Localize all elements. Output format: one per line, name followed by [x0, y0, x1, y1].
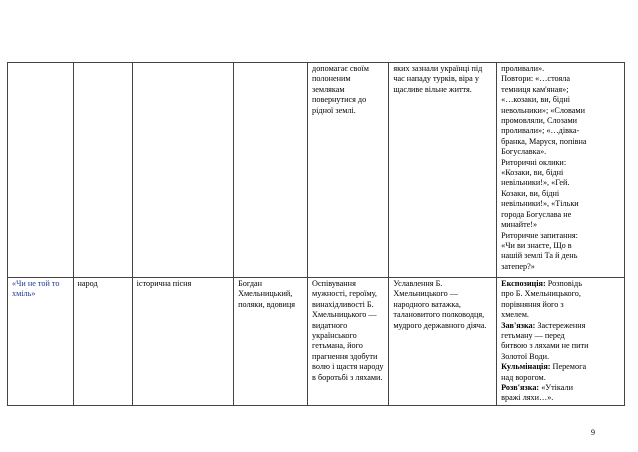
text-line [501, 341, 620, 351]
text-line [501, 321, 620, 331]
text-line [501, 168, 620, 178]
line-text: порівняння його з [501, 299, 564, 309]
text-line [501, 137, 620, 147]
text-line [501, 126, 620, 136]
text-line [501, 199, 620, 209]
text-line [501, 251, 620, 261]
line-text: бранка, Маруся, попівна [501, 136, 587, 146]
text-line: яких зазнали українці під [393, 64, 483, 73]
bold-term: Зав'язка: [501, 320, 536, 330]
cell-idea [308, 278, 389, 406]
text-line [501, 220, 620, 230]
cell-theme [8, 278, 74, 406]
text-line: винахідливості Б. [312, 299, 374, 309]
text-line [501, 289, 620, 299]
text-line: в боротьбі з ляхами. [312, 372, 383, 382]
text-line [501, 116, 620, 126]
text-line [501, 95, 620, 105]
text-line [501, 64, 620, 74]
line-text: битвою з ляхами не пити [501, 341, 589, 351]
text-line [501, 189, 620, 199]
line-text: «…козаки, ви, бідні [501, 95, 570, 105]
text-line: прагнення здобути [312, 351, 378, 361]
text-line: історична пісня [136, 279, 192, 288]
cell-characters [234, 278, 308, 406]
line-text: Риторичні оклики: [501, 157, 567, 167]
cell-hero [73, 278, 132, 406]
cell-genre [132, 278, 233, 406]
text-line [501, 106, 620, 116]
line-text: хмелем. [501, 310, 529, 320]
text-line [501, 210, 620, 220]
bold-term: Розв'язка: [501, 383, 540, 393]
text-line: мужності, героїму, [312, 289, 377, 299]
line-text: вражі ляхи…». [501, 393, 554, 403]
text-line: видатного [312, 320, 348, 330]
line-text: Богуславка». [501, 147, 547, 157]
text-line [501, 393, 620, 403]
text-line: гетьмана, його [312, 341, 363, 351]
text-line [501, 373, 620, 383]
text-line: Хмельницький, [238, 289, 293, 299]
line-text: «Утікали [539, 383, 573, 393]
text-line [501, 178, 620, 188]
text-line: українського [312, 331, 357, 341]
bold-term: Кульмінація: [501, 362, 551, 372]
text-line [501, 231, 620, 241]
text-line: щасливе вільне життя. [393, 84, 472, 94]
text-line [501, 74, 620, 84]
line-text: невільники!», «Гей. [501, 178, 570, 188]
line-text: «Чи ви знаєте, Що в [501, 240, 572, 250]
text-line [501, 300, 620, 310]
cell-artistic-features [497, 278, 625, 406]
text-line: народ [77, 279, 98, 288]
text-line: повернутися до [312, 95, 367, 105]
line-text: Повтори: «…стояла [501, 74, 570, 84]
text-line [501, 310, 620, 320]
line-text: темниця кам'яная»; [501, 84, 569, 94]
line-text: невольники»; «Словами [501, 105, 585, 115]
table-row [8, 278, 625, 406]
text-line [501, 383, 620, 393]
cell-idea [308, 63, 389, 278]
text-line: народного ватажка, [393, 299, 461, 309]
text-line: волю і щастя народу [312, 362, 384, 372]
line-text: затепер?» [501, 261, 535, 271]
text-line: Хмельницького — [393, 289, 458, 299]
line-text: Козаки, ви, бідні [501, 188, 560, 198]
text-line: землякам [312, 84, 345, 94]
line-text: над ворогом. [501, 372, 546, 382]
line-text: про Б. Хмельницького, [501, 289, 581, 299]
line-text: проливали»; «…дівка- [501, 126, 580, 136]
text-line [501, 362, 620, 372]
table-row [8, 63, 625, 278]
line-text: гетьману — перед [501, 331, 565, 341]
cell-hero [73, 63, 132, 278]
line-text: города Богуслава не [501, 209, 572, 219]
text-line: Оспівування [312, 279, 356, 288]
text-line [501, 158, 620, 168]
text-line: талановитого полководця, [393, 310, 485, 320]
text-line: мудрого державного діяча. [393, 320, 487, 330]
text-line: допомагає своїм [312, 64, 369, 73]
cell-characters [234, 63, 308, 278]
cell-historical-basis [389, 278, 497, 406]
literature-table [7, 62, 625, 406]
cell-genre [132, 63, 233, 278]
text-line: рідної землі. [312, 105, 356, 115]
line-text: минайте!» [501, 220, 538, 230]
line-text: Розповідь [545, 279, 582, 288]
text-line [501, 352, 620, 362]
page-number: 9 [591, 428, 595, 437]
text-line [501, 331, 620, 341]
line-text: Золотої Води. [501, 351, 550, 361]
line-text: проливали». [501, 64, 545, 73]
line-text: невільники!», «Тільки [501, 199, 579, 209]
bold-term: Експозиція: [501, 279, 546, 288]
text-line: Уславлення Б. [393, 279, 443, 288]
cell-theme [8, 63, 74, 278]
cell-historical-basis [389, 63, 497, 278]
text-line: час нападу турків, віра у [393, 74, 479, 84]
text-line: хміль» [12, 289, 36, 299]
text-line: полоненим [312, 74, 351, 84]
text-line: Богдан [238, 279, 263, 288]
text-line: поляки, вдовиця [238, 299, 296, 309]
text-line [501, 279, 620, 289]
text-line [501, 85, 620, 95]
text-line [501, 262, 620, 272]
line-text: Риторичне запитання: [501, 230, 578, 240]
line-text: Перемога [550, 362, 587, 372]
line-text: промовляли, Слозами [501, 116, 578, 126]
text-line: «Чи не той то [12, 279, 60, 288]
text-line [501, 241, 620, 251]
line-text: Застереження [535, 320, 586, 330]
text-line: Хмельницького — [312, 310, 377, 320]
line-text: нашій землі Та й день [501, 251, 578, 261]
line-text: «Козаки, ви, бідні [501, 168, 564, 178]
text-line [501, 147, 620, 157]
cell-artistic-features [497, 63, 625, 278]
